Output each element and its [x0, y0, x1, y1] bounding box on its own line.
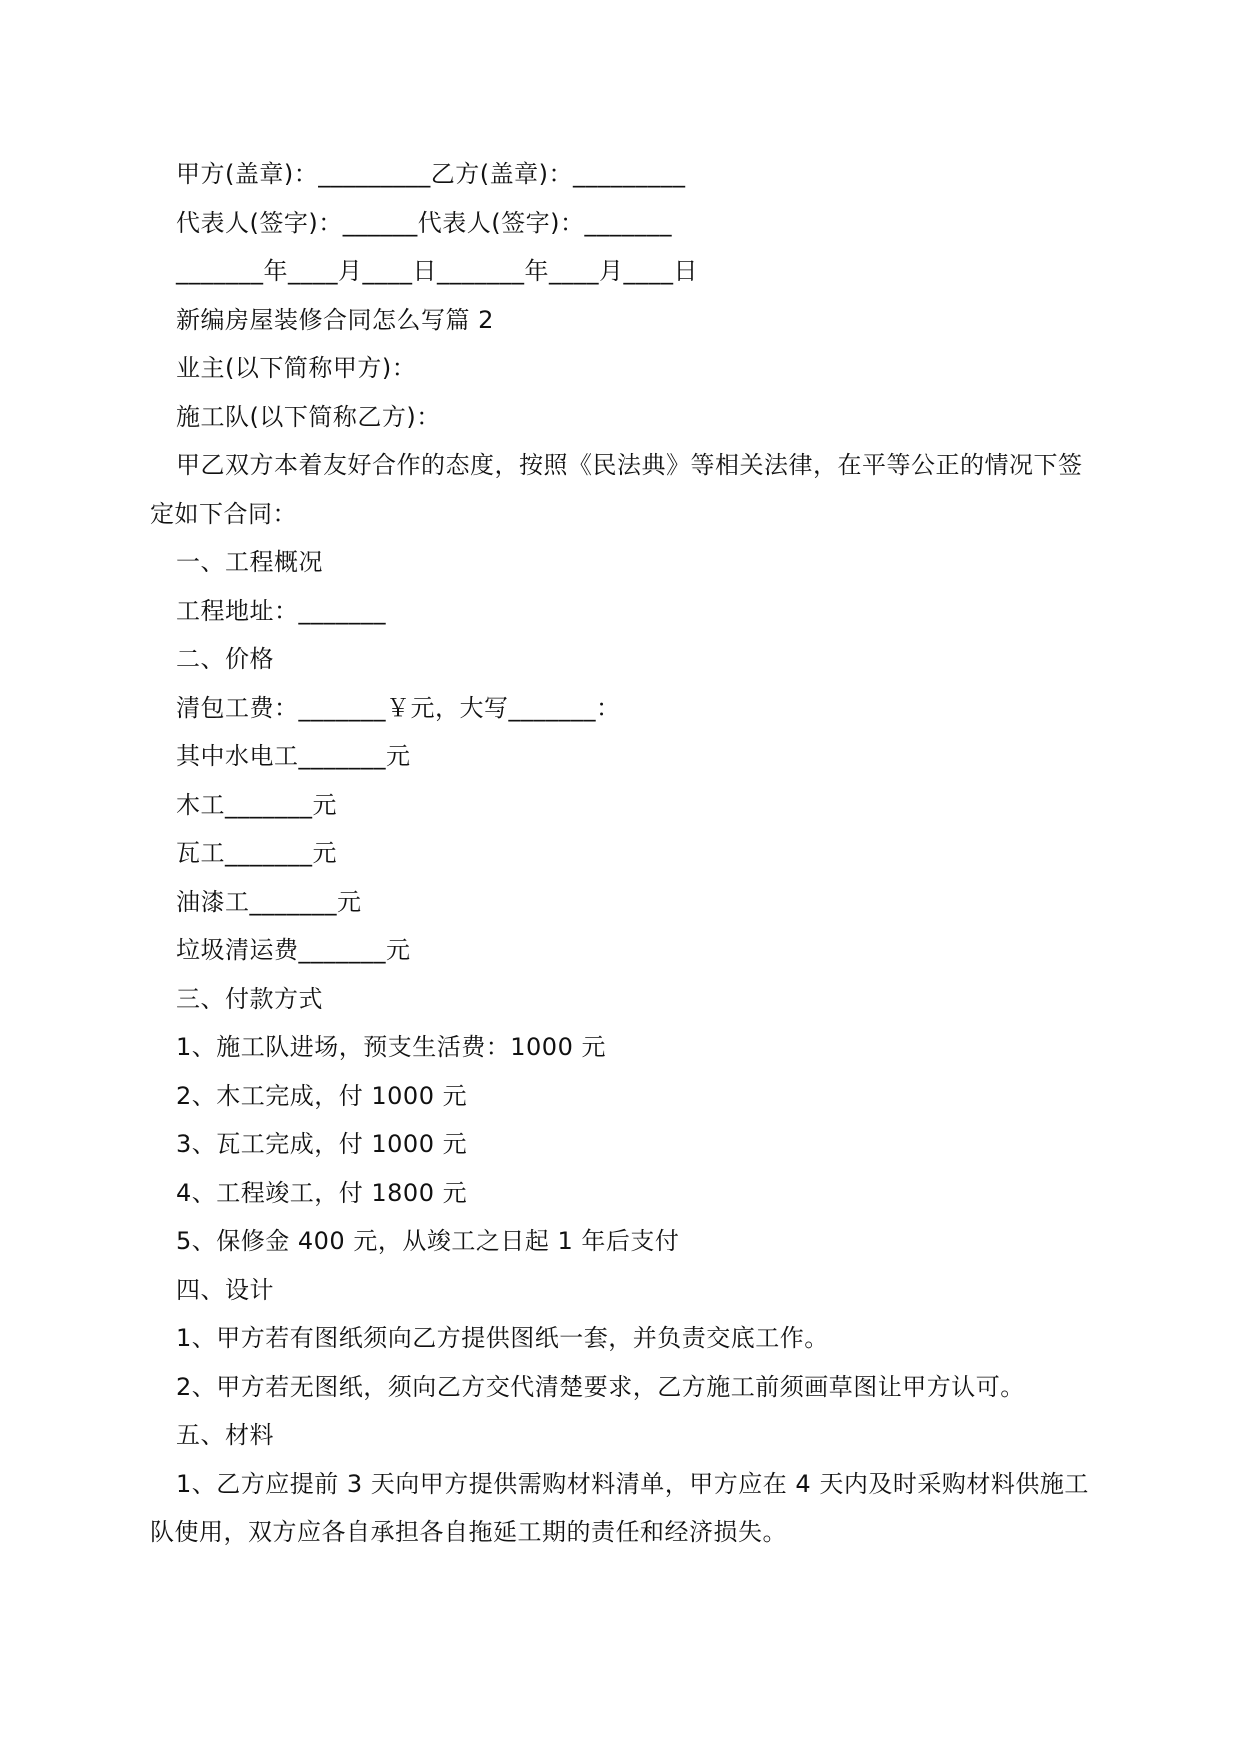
- payment-item-1: 1、施工队进场，预支生活费：1000 元: [176, 1033, 606, 1061]
- section-heading-price: 二、价格: [176, 645, 274, 673]
- tiling-line: 瓦工_______元: [176, 839, 337, 867]
- section-heading-design: 四、设计: [176, 1275, 274, 1304]
- preamble-paragraph: 甲乙双方本着友好合作的态度，按照《民法典》等相关法律，在平等公正的情况下签定如下合同：: [150, 451, 1083, 528]
- payment-item-5: 5、保修金 400 元，从竣工之日起 1 年后支付: [176, 1227, 680, 1255]
- section-heading-materials: 五、材料: [176, 1421, 274, 1449]
- signature-date-line: _______年____月____日_______年____月____日: [176, 257, 698, 285]
- carpentry-line: 木工_______元: [176, 790, 337, 819]
- payment-item-2: 2、木工完成，付 1000 元: [176, 1081, 468, 1110]
- contract-title: 新编房屋装修合同怎么写篇 2: [176, 305, 494, 334]
- labor-fee-line: 清包工费：_______￥元，大写_______：: [176, 693, 621, 722]
- section-heading-payment: 三、付款方式: [176, 984, 323, 1013]
- party-b-line: 施工队(以下简称乙方)：: [176, 402, 441, 431]
- party-a-line: 业主(以下简称甲方)：: [176, 354, 417, 382]
- signature-seal-line: 甲方(盖章)：_________乙方(盖章)：_________: [176, 160, 686, 188]
- payment-item-3: 3、瓦工完成，付 1000 元: [176, 1130, 468, 1158]
- signature-representative-line: 代表人(签字)：______代表人(签字)：_______: [176, 208, 672, 237]
- waste-removal-line: 垃圾清运费_______元: [176, 936, 411, 964]
- payment-item-4: 4、工程竣工，付 1800 元: [176, 1178, 468, 1207]
- materials-item-1: 1、乙方应提前 3 天向甲方提供需购材料清单，甲方应在 4 天内及时采购材料供施工队使用，双方应各自承担各自拖延工期的责任和经济损失。: [150, 1469, 1089, 1546]
- plumbing-electric-line: 其中水电工_______元: [176, 742, 411, 770]
- painting-line: 油漆工_______元: [176, 887, 362, 916]
- design-item-2: 2、甲方若无图纸，须向乙方交代清楚要求，乙方施工前须画草图让甲方认可。: [176, 1372, 1025, 1401]
- section-heading-project-overview: 一、工程概况: [176, 548, 323, 576]
- design-item-1: 1、甲方若有图纸须向乙方提供图纸一套，并负责交底工作。: [176, 1324, 829, 1352]
- project-address-line: 工程地址：_______: [176, 596, 386, 625]
- document-body: [150, 150, 1100, 1557]
